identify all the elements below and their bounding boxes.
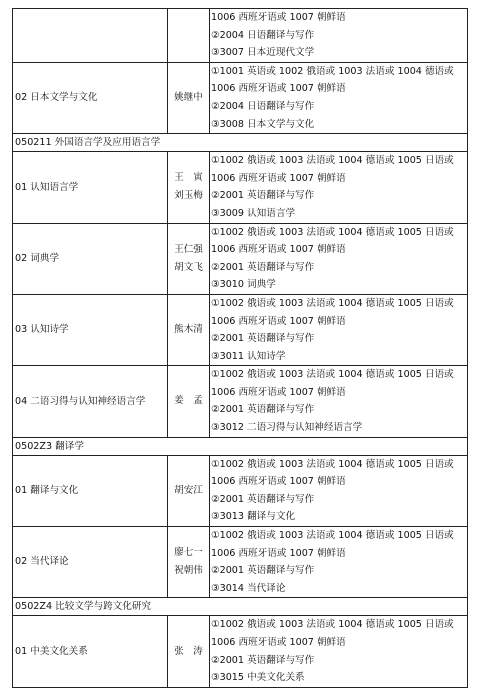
exam-subjects-cell [210, 294, 468, 365]
exam-subject-line: ②2001 英语翻译与写作 [211, 404, 315, 416]
tutor-cell [168, 223, 210, 294]
exam-subject-line: ③3008 日本文学与文化 [211, 118, 315, 130]
tutor-name: 姚继中 [174, 91, 203, 103]
tutor-name: 刘玉梅 [174, 190, 203, 202]
exam-subject-line: ②2001 英语翻译与写作 [211, 261, 315, 273]
exam-subject-line: ①1002 俄语或 1003 法语或 1004 德语或 1005 日语或 [211, 226, 454, 238]
tutor-name: 王 寅 [174, 172, 203, 184]
major-title: 0502Z3 翻译学 [13, 437, 468, 455]
tutor-name: 胡文飞 [174, 261, 203, 273]
major-title: 0502Z4 比较文学与跨文化研究 [13, 598, 468, 616]
exam-subject-line: ②2001 英语翻译与写作 [211, 565, 315, 577]
program-table-body [13, 9, 468, 688]
exam-subject-line: ①1001 英语或 1002 俄语或 1003 法语或 1004 德语或 [211, 65, 454, 77]
tutor-cell [168, 366, 210, 437]
major-title: 050211 外国语言学及应用语言学 [13, 134, 468, 152]
research-direction: 03 认知诗学 [13, 294, 168, 365]
direction-row [13, 294, 468, 365]
tutor-cell [168, 455, 210, 526]
program-catalog-sheet [12, 8, 467, 688]
exam-subject-line: 1006 西班牙语或 1007 朝鲜语 [211, 637, 346, 648]
research-direction [13, 9, 168, 63]
program-table [12, 8, 468, 688]
exam-subject-line: 1006 西班牙语或 1007 朝鲜语 [211, 244, 346, 256]
exam-subject-line: ①1002 俄语或 1003 法语或 1004 德语或 1005 日语或 [211, 369, 454, 381]
exam-subject-line: ③3013 翻译与文化 [211, 511, 296, 523]
tutor-cell [168, 9, 210, 63]
exam-subjects-cell [210, 152, 468, 223]
exam-subject-line: ③3015 中美文化关系 [211, 672, 305, 684]
exam-subjects-cell [210, 455, 468, 526]
tutor-cell [168, 62, 210, 133]
exam-subject-line: ③3007 日本近现代文学 [211, 47, 315, 59]
exam-subject-line: ②2001 英语翻译与写作 [211, 333, 315, 345]
exam-subject-line: 1006 西班牙语或 1007 朝鲜语 [211, 12, 346, 23]
exam-subject-line: ①1002 俄语或 1003 法语或 1004 德语或 1005 日语或 [211, 619, 454, 631]
research-direction: 01 中美文化关系 [13, 616, 168, 687]
exam-subject-line: 1006 西班牙语或 1007 朝鲜语 [211, 386, 346, 398]
direction-row [13, 616, 468, 687]
exam-subject-line: ①1002 俄语或 1003 法语或 1004 德语或 1005 日语或 [211, 458, 454, 470]
exam-subjects-cell [210, 616, 468, 687]
exam-subjects-cell [210, 223, 468, 294]
research-direction: 01 翻译与文化 [13, 455, 168, 526]
exam-subject-line: ②2001 英语翻译与写作 [211, 654, 315, 666]
exam-subjects-cell [210, 366, 468, 437]
exam-subject-line: ①1002 俄语或 1003 法语或 1004 德语或 1005 日语或 [211, 297, 454, 309]
exam-subject-line: 1006 西班牙语或 1007 朝鲜语 [211, 172, 346, 184]
exam-subject-line: 1006 西班牙语或 1007 朝鲜语 [211, 547, 346, 559]
major-header-row [13, 134, 468, 152]
tutor-name: 姜 孟 [174, 395, 203, 407]
exam-subject-line: ②2001 英语翻译与写作 [211, 190, 315, 202]
exam-subject-line: ①1002 俄语或 1003 法语或 1004 德语或 1005 日语或 [211, 155, 454, 167]
direction-row [13, 527, 468, 598]
tutor-cell [168, 616, 210, 687]
tutor-name: 熊木清 [174, 324, 203, 336]
tutor-name: 廖七一 [174, 547, 203, 559]
exam-subject-line: ③3011 认知诗学 [211, 350, 286, 362]
exam-subject-line: ③3009 认知语言学 [211, 207, 296, 219]
direction-row [13, 223, 468, 294]
exam-subjects-cell [210, 527, 468, 598]
exam-subjects-cell [210, 62, 468, 133]
tutor-cell [168, 152, 210, 223]
direction-row [13, 62, 468, 133]
tutor-cell [168, 527, 210, 598]
tutor-cell [168, 294, 210, 365]
exam-subject-line: ③3010 词典学 [211, 279, 276, 291]
exam-subject-line: ①1002 俄语或 1003 法语或 1004 德语或 1005 日语或 [211, 530, 454, 542]
research-direction: 01 认知语言学 [13, 152, 168, 223]
exam-subject-line: ②2004 日语翻译与写作 [211, 29, 315, 41]
exam-subject-line: ③3014 当代译论 [211, 582, 286, 594]
exam-subject-line: 1006 西班牙语或 1007 朝鲜语 [211, 83, 346, 95]
direction-row [13, 9, 468, 63]
major-header-row [13, 598, 468, 616]
tutor-name: 胡安江 [174, 484, 203, 496]
research-direction: 02 当代译论 [13, 527, 168, 598]
tutor-name: 王仁强 [174, 243, 203, 255]
major-header-row [13, 437, 468, 455]
tutor-name: 祝朝伟 [174, 565, 203, 577]
exam-subject-line: 1006 西班牙语或 1007 朝鲜语 [211, 476, 346, 488]
exam-subjects-cell [210, 9, 468, 63]
tutor-name: 张 涛 [174, 645, 203, 657]
exam-subject-line: ③3012 二语习得与认知神经语言学 [211, 422, 363, 434]
research-direction: 04 二语习得与认知神经语言学 [13, 366, 168, 437]
direction-row [13, 366, 468, 437]
exam-subject-line: ②2004 日语翻译与写作 [211, 100, 315, 112]
research-direction: 02 词典学 [13, 223, 168, 294]
direction-row [13, 455, 468, 526]
exam-subject-line: 1006 西班牙语或 1007 朝鲜语 [211, 315, 346, 327]
exam-subject-line: ②2001 英语翻译与写作 [211, 493, 315, 505]
research-direction: 02 日本文学与文化 [13, 62, 168, 133]
direction-row [13, 152, 468, 223]
